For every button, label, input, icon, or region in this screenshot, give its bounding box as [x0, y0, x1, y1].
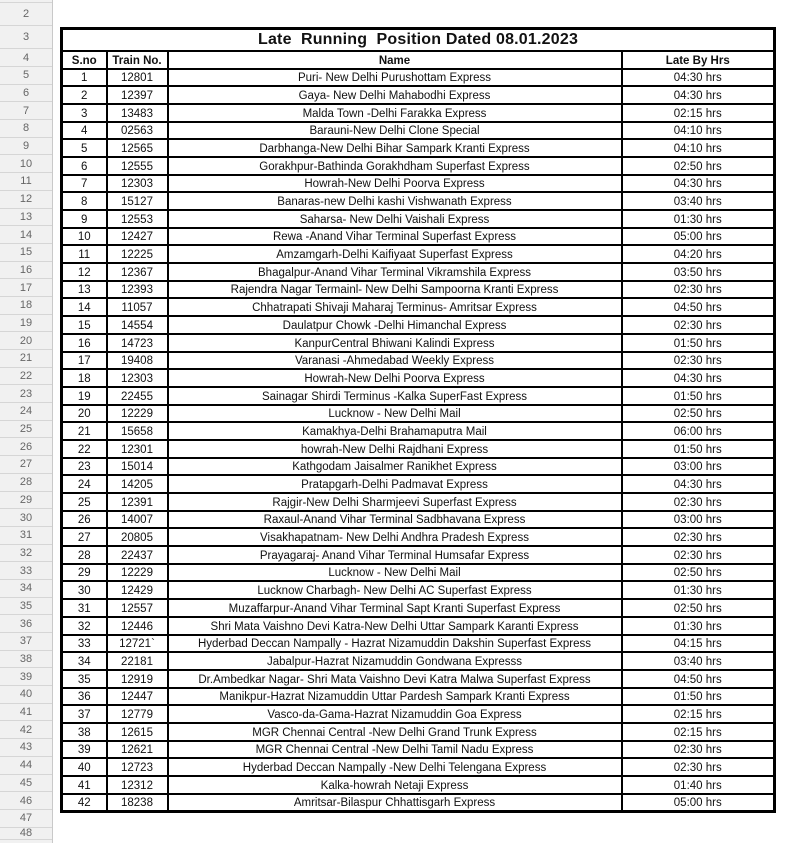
cell-late_by[interactable]: 02:30 hrs [622, 758, 775, 776]
cell-name[interactable]: Kalka-howrah Netaji Express [168, 776, 622, 794]
cell-name[interactable]: Jabalpur-Hazrat Nizamuddin Gondwana Expresss [168, 652, 622, 670]
cell-train_no[interactable]: 14554 [107, 316, 168, 334]
cell-late_by[interactable]: 05:00 hrs [622, 794, 775, 812]
table-row [62, 192, 775, 210]
row-number[interactable]: 5 [0, 67, 52, 85]
cell-train_no[interactable]: 12723 [107, 758, 168, 776]
cell-name[interactable]: Vasco-da-Gama-Hazrat Nizamuddin Goa Express [168, 705, 622, 723]
cell-late_by[interactable]: 02:15 hrs [622, 104, 775, 122]
cell-sno[interactable]: 11 [62, 245, 107, 263]
cell-late_by[interactable]: 02:15 hrs [622, 723, 775, 741]
cell-train_no[interactable]: 12919 [107, 670, 168, 688]
cell-sno[interactable]: 3 [62, 104, 107, 122]
cell-sno[interactable]: 25 [62, 493, 107, 511]
row-number[interactable]: 46 [0, 792, 52, 810]
row-number[interactable]: 33 [0, 562, 52, 580]
cell-late_by[interactable]: 04:30 hrs [622, 369, 775, 387]
table-row [62, 493, 775, 511]
table-row [62, 352, 775, 370]
cell-sno[interactable]: 17 [62, 352, 107, 370]
table-row [62, 688, 775, 706]
cell-late_by[interactable]: 01:30 hrs [622, 210, 775, 228]
row-number[interactable]: 40 [0, 686, 52, 704]
cell-train_no[interactable]: 12555 [107, 157, 168, 175]
row-number[interactable]: 23 [0, 385, 52, 403]
cell-late_by[interactable]: 02:30 hrs [622, 316, 775, 334]
cell-train_no[interactable]: 12427 [107, 228, 168, 246]
cell-name[interactable]: Kathgodam Jaisalmer Ranikhet Express [168, 458, 622, 476]
row-number[interactable]: 21 [0, 350, 52, 368]
cell-sno[interactable]: 6 [62, 157, 107, 175]
cell-name[interactable]: Saharsa- New Delhi Vaishali Express [168, 210, 622, 228]
cell-name[interactable]: Howrah-New Delhi Poorva Express [168, 175, 622, 193]
cell-train_no[interactable]: 12391 [107, 493, 168, 511]
cell-sno[interactable]: 1 [62, 69, 107, 87]
cell-name[interactable]: Barauni-New Delhi Clone Special [168, 122, 622, 140]
cell-train_no[interactable]: 15658 [107, 422, 168, 440]
table-row [62, 369, 775, 387]
table-row [62, 122, 775, 140]
cell-name[interactable]: MGR Chennai Central -New Delhi Grand Trunk Express [168, 723, 622, 741]
row-number[interactable]: 32 [0, 545, 52, 563]
cell-sno[interactable]: 39 [62, 741, 107, 759]
table-row [62, 741, 775, 759]
row-number[interactable]: 38 [0, 651, 52, 669]
cell-name[interactable]: Darbhanga-New Delhi Bihar Sampark Kranti Express [168, 139, 622, 157]
cell-late_by[interactable]: 02:15 hrs [622, 705, 775, 723]
cell-sno[interactable]: 31 [62, 599, 107, 617]
column-header-sno[interactable]: S.no [62, 51, 107, 69]
cell-name[interactable]: Prayagaraj- Anand Vihar Terminal Humsafar Express [168, 546, 622, 564]
row-number[interactable]: 28 [0, 474, 52, 492]
cell-train_no[interactable]: 11057 [107, 298, 168, 316]
cell-sno[interactable]: 27 [62, 528, 107, 546]
header-row [62, 51, 775, 69]
cell-late_by[interactable]: 06:00 hrs [622, 422, 775, 440]
table-row [62, 511, 775, 529]
cell-train_no[interactable]: 12301 [107, 440, 168, 458]
cell-sno[interactable]: 12 [62, 263, 107, 281]
cell-train_no[interactable]: 18238 [107, 794, 168, 812]
row-number[interactable]: 20 [0, 332, 52, 350]
cell-train_no[interactable]: 15127 [107, 192, 168, 210]
cell-sno[interactable]: 21 [62, 422, 107, 440]
table-row [62, 758, 775, 776]
cell-sno[interactable]: 40 [62, 758, 107, 776]
cell-late_by[interactable]: 01:50 hrs [622, 440, 775, 458]
table-row [62, 139, 775, 157]
row-number[interactable]: 26 [0, 438, 52, 456]
cell-sno[interactable]: 14 [62, 298, 107, 316]
cell-name[interactable]: Hyderbad Deccan Nampally -New Delhi Telengana Express [168, 758, 622, 776]
cell-train_no[interactable]: 12779 [107, 705, 168, 723]
row-number[interactable]: 39 [0, 668, 52, 686]
cell-late_by[interactable]: 04:10 hrs [622, 122, 775, 140]
cell-late_by[interactable]: 02:30 hrs [622, 281, 775, 299]
cell-train_no[interactable]: 12565 [107, 139, 168, 157]
cell-sno[interactable]: 9 [62, 210, 107, 228]
cell-sno[interactable]: 16 [62, 334, 107, 352]
row-number[interactable]: 14 [0, 226, 52, 244]
cell-name[interactable]: Raxaul-Anand Vihar Terminal Sadbhavana Express [168, 511, 622, 529]
cell-train_no[interactable]: 12229 [107, 405, 168, 423]
cell-late_by[interactable]: 04:50 hrs [622, 670, 775, 688]
cell-train_no[interactable]: 14007 [107, 511, 168, 529]
table-row [62, 528, 775, 546]
row-number[interactable]: 36 [0, 615, 52, 633]
cell-late_by[interactable]: 04:30 hrs [622, 86, 775, 104]
table-row [62, 69, 775, 87]
row-number[interactable]: 16 [0, 262, 52, 280]
cell-name[interactable]: Lucknow Charbagh- New Delhi AC Superfast Express [168, 581, 622, 599]
cell-train_no[interactable]: 12367 [107, 263, 168, 281]
row-number[interactable]: 17 [0, 279, 52, 297]
cell-late_by[interactable]: 02:30 hrs [622, 546, 775, 564]
cell-name[interactable]: Sainagar Shirdi Terminus -Kalka SuperFast Express [168, 387, 622, 405]
cell-late_by[interactable]: 04:20 hrs [622, 245, 775, 263]
cell-train_no[interactable]: 22181 [107, 652, 168, 670]
table-row [62, 298, 775, 316]
row-number[interactable]: 30 [0, 509, 52, 527]
cell-sno[interactable]: 26 [62, 511, 107, 529]
cell-train_no[interactable]: 15014 [107, 458, 168, 476]
cell-name[interactable]: Rajendra Nagar Termainl- New Delhi Sampoorna Kranti Express [168, 281, 622, 299]
cell-late_by[interactable]: 02:30 hrs [622, 528, 775, 546]
cell-name[interactable]: Chhatrapati Shivaji Maharaj Terminus- Amritsar Express [168, 298, 622, 316]
cell-sno[interactable]: 10 [62, 228, 107, 246]
cell-name[interactable]: howrah-New Delhi Rajdhani Express [168, 440, 622, 458]
table-row [62, 475, 775, 493]
table-row [62, 705, 775, 723]
cell-sno[interactable]: 2 [62, 86, 107, 104]
cell-sno[interactable]: 24 [62, 475, 107, 493]
row-number[interactable]: 29 [0, 492, 52, 510]
table-row [62, 245, 775, 263]
row-number[interactable]: 18 [0, 297, 52, 315]
row-number[interactable]: 44 [0, 757, 52, 775]
cell-late_by[interactable]: 02:50 hrs [622, 599, 775, 617]
row-number[interactable]: 6 [0, 85, 52, 103]
cell-name[interactable]: KanpurCentral Bhiwani Kalindi Express [168, 334, 622, 352]
row-number[interactable]: 12 [0, 191, 52, 209]
table-row [62, 581, 775, 599]
cell-train_no[interactable]: 14723 [107, 334, 168, 352]
cell-sno[interactable]: 15 [62, 316, 107, 334]
cell-name[interactable]: Rajgir-New Delhi Sharmjeevi Superfast Express [168, 493, 622, 511]
cell-train_no[interactable]: 22437 [107, 546, 168, 564]
cell-sno[interactable]: 8 [62, 192, 107, 210]
cell-name[interactable]: Gaya- New Delhi Mahabodhi Express [168, 86, 622, 104]
cell-name[interactable]: Visakhapatnam- New Delhi Andhra Pradesh Express [168, 528, 622, 546]
row-number-gutter [0, 0, 53, 843]
cell-name[interactable]: Puri- New Delhi Purushottam Express [168, 69, 622, 87]
cell-late_by[interactable]: 02:30 hrs [622, 741, 775, 759]
cell-late_by[interactable]: 04:15 hrs [622, 635, 775, 653]
cell-name[interactable]: Manikpur-Hazrat Nizamuddin Uttar Pardesh Sampark Kranti Express [168, 688, 622, 706]
cell-name[interactable]: Pratapgarh-Delhi Padmavat Express [168, 475, 622, 493]
cell-train_no[interactable]: 12621 [107, 741, 168, 759]
row-number[interactable]: 47 [0, 810, 52, 828]
cell-train_no[interactable]: 12303 [107, 369, 168, 387]
cell-late_by[interactable]: 03:40 hrs [622, 652, 775, 670]
row-number[interactable]: 19 [0, 315, 52, 333]
row-number[interactable]: 41 [0, 704, 52, 722]
cell-sno[interactable]: 29 [62, 564, 107, 582]
table-row [62, 405, 775, 423]
cell-sno[interactable]: 18 [62, 369, 107, 387]
cell-sno[interactable]: 36 [62, 688, 107, 706]
cell-train_no[interactable]: 12229 [107, 564, 168, 582]
table-row [62, 86, 775, 104]
cell-name[interactable]: MGR Chennai Central -New Delhi Tamil Nadu Express [168, 741, 622, 759]
column-header-train_no[interactable]: Train No. [107, 51, 168, 69]
column-header-late_by[interactable]: Late By Hrs [622, 51, 775, 69]
row-number[interactable]: 31 [0, 527, 52, 545]
cell-train_no[interactable]: 19408 [107, 352, 168, 370]
table-row [62, 228, 775, 246]
cell-sno[interactable]: 41 [62, 776, 107, 794]
cell-train_no[interactable]: 12446 [107, 617, 168, 635]
table-row [62, 546, 775, 564]
cell-late_by[interactable]: 02:30 hrs [622, 352, 775, 370]
table-row [62, 599, 775, 617]
table-row [62, 334, 775, 352]
cell-late_by[interactable]: 01:30 hrs [622, 581, 775, 599]
cell-late_by[interactable]: 04:50 hrs [622, 298, 775, 316]
cell-train_no[interactable]: 13483 [107, 104, 168, 122]
row-number[interactable]: 2 [0, 2, 52, 26]
cell-name[interactable]: Varanasi -Ahmedabad Weekly Express [168, 352, 622, 370]
row-number[interactable]: 11 [0, 173, 52, 191]
cell-late_by[interactable]: 03:00 hrs [622, 458, 775, 476]
table-row [62, 104, 775, 122]
cell-train_no[interactable]: 12447 [107, 688, 168, 706]
cell-name[interactable]: Howrah-New Delhi Poorva Express [168, 369, 622, 387]
cell-late_by[interactable]: 03:00 hrs [622, 511, 775, 529]
table-row [62, 157, 775, 175]
cell-late_by[interactable]: 04:30 hrs [622, 175, 775, 193]
cell-train_no[interactable]: 12397 [107, 86, 168, 104]
cell-train_no[interactable]: 20805 [107, 528, 168, 546]
table-row [62, 281, 775, 299]
cell-name[interactable]: Kamakhya-Delhi Brahamaputra Mail [168, 422, 622, 440]
title-row [62, 29, 775, 51]
cell-late_by[interactable]: 01:50 hrs [622, 387, 775, 405]
cell-sno[interactable]: 35 [62, 670, 107, 688]
table-row [62, 670, 775, 688]
table-row [62, 458, 775, 476]
cell-name[interactable]: Rewa -Anand Vihar Terminal Superfast Express [168, 228, 622, 246]
cell-train_no[interactable]: 12801 [107, 69, 168, 87]
table-row [62, 723, 775, 741]
cell-train_no[interactable]: 12615 [107, 723, 168, 741]
row-number[interactable]: 3 [0, 26, 52, 49]
table-row [62, 316, 775, 334]
row-number[interactable]: 8 [0, 120, 52, 138]
cell-train_no[interactable]: 12225 [107, 245, 168, 263]
cell-name[interactable]: Muzaffarpur-Anand Vihar Terminal Sapt Kranti Superfast Express [168, 599, 622, 617]
cell-sno[interactable]: 13 [62, 281, 107, 299]
cell-train_no[interactable]: 22455 [107, 387, 168, 405]
table-row [62, 422, 775, 440]
cell-sno[interactable]: 34 [62, 652, 107, 670]
table-row [62, 617, 775, 635]
cell-late_by[interactable]: 04:30 hrs [622, 69, 775, 87]
cell-name[interactable]: Bhagalpur-Anand Vihar Terminal Vikramshila Express [168, 263, 622, 281]
cell-sno[interactable]: 33 [62, 635, 107, 653]
table-row [62, 776, 775, 794]
cell-name[interactable]: Amritsar-Bilaspur Chhattisgarh Express [168, 794, 622, 812]
cell-train_no[interactable]: 12721` [107, 635, 168, 653]
cell-late_by[interactable]: 03:40 hrs [622, 192, 775, 210]
cell-name[interactable]: Amzamgarh-Delhi Kaifiyaat Superfast Express [168, 245, 622, 263]
cell-train_no[interactable]: 12303 [107, 175, 168, 193]
table-row [62, 175, 775, 193]
cell-late_by[interactable]: 01:40 hrs [622, 776, 775, 794]
row-number[interactable]: 37 [0, 633, 52, 651]
cell-late_by[interactable]: 05:00 hrs [622, 228, 775, 246]
row-number[interactable]: 15 [0, 244, 52, 262]
cell-name[interactable]: Banaras-new Delhi kashi Vishwanath Express [168, 192, 622, 210]
cell-sno[interactable]: 38 [62, 723, 107, 741]
cell-train_no[interactable]: 14205 [107, 475, 168, 493]
cell-name[interactable]: Malda Town -Delhi Farakka Express [168, 104, 622, 122]
cell-sno[interactable]: 22 [62, 440, 107, 458]
cell-train_no[interactable]: 02563 [107, 122, 168, 140]
cell-train_no[interactable]: 12393 [107, 281, 168, 299]
cell-name[interactable]: Gorakhpur-Bathinda Gorakhdham Superfast Express [168, 157, 622, 175]
table-row [62, 794, 775, 812]
cell-name[interactable]: Lucknow - New Delhi Mail [168, 405, 622, 423]
row-number[interactable]: 34 [0, 580, 52, 598]
cell-late_by[interactable]: 04:30 hrs [622, 475, 775, 493]
cell-sno[interactable]: 7 [62, 175, 107, 193]
cell-late_by[interactable]: 04:10 hrs [622, 139, 775, 157]
row-number[interactable]: 43 [0, 739, 52, 757]
cell-sno[interactable]: 42 [62, 794, 107, 812]
row-number[interactable]: 13 [0, 209, 52, 227]
cell-sno[interactable]: 23 [62, 458, 107, 476]
table-row [62, 387, 775, 405]
cell-name[interactable]: Dr.Ambedkar Nagar- Shri Mata Vaishno Devi Katra Malwa Superfast Express [168, 670, 622, 688]
row-number[interactable]: 25 [0, 421, 52, 439]
row-number[interactable]: 7 [0, 102, 52, 120]
row-number[interactable]: 22 [0, 368, 52, 386]
column-header-name[interactable]: Name [168, 51, 622, 69]
row-number[interactable]: 35 [0, 598, 52, 616]
cell-late_by[interactable]: 02:30 hrs [622, 493, 775, 511]
row-number[interactable]: 48 [0, 828, 52, 840]
cell-late_by[interactable]: 02:50 hrs [622, 564, 775, 582]
table-row [62, 263, 775, 281]
cell-name[interactable]: Lucknow - New Delhi Mail [168, 564, 622, 582]
row-number[interactable]: 4 [0, 49, 52, 67]
spreadsheet-area [60, 27, 776, 813]
cell-train_no[interactable]: 12429 [107, 581, 168, 599]
row-number[interactable]: 42 [0, 721, 52, 739]
table-row [62, 210, 775, 228]
cell-sno[interactable]: 32 [62, 617, 107, 635]
cell-late_by[interactable]: 01:30 hrs [622, 617, 775, 635]
cell-train_no[interactable]: 12557 [107, 599, 168, 617]
row-number[interactable]: 9 [0, 138, 52, 156]
table-row [62, 652, 775, 670]
table-row [62, 564, 775, 582]
row-number[interactable]: 10 [0, 155, 52, 173]
cell-sno[interactable]: 5 [62, 139, 107, 157]
cell-sno[interactable]: 19 [62, 387, 107, 405]
cell-sno[interactable]: 30 [62, 581, 107, 599]
cell-sno[interactable]: 4 [62, 122, 107, 140]
cell-train_no[interactable]: 12553 [107, 210, 168, 228]
cell-late_by[interactable]: 01:50 hrs [622, 334, 775, 352]
cell-name[interactable]: Daulatpur Chowk -Delhi Himanchal Express [168, 316, 622, 334]
cell-train_no[interactable]: 12312 [107, 776, 168, 794]
row-number[interactable]: 45 [0, 775, 52, 793]
table-title[interactable]: Late Running Position Dated 08.01.2023 [62, 29, 775, 51]
row-number[interactable]: 24 [0, 403, 52, 421]
cell-late_by[interactable]: 02:50 hrs [622, 405, 775, 423]
cell-sno[interactable]: 28 [62, 546, 107, 564]
cell-sno[interactable]: 20 [62, 405, 107, 423]
table-row [62, 440, 775, 458]
table-row [62, 635, 775, 653]
cell-late_by[interactable]: 01:50 hrs [622, 688, 775, 706]
cell-name[interactable]: Shri Mata Vaishno Devi Katra-New Delhi Uttar Sampark Karanti Express [168, 617, 622, 635]
cell-late_by[interactable]: 03:50 hrs [622, 263, 775, 281]
cell-sno[interactable]: 37 [62, 705, 107, 723]
cell-name[interactable]: Hyderbad Deccan Nampally - Hazrat Nizamuddin Dakshin Superfast Express [168, 635, 622, 653]
row-number[interactable]: 27 [0, 456, 52, 474]
late-running-table [60, 27, 776, 813]
cell-late_by[interactable]: 02:50 hrs [622, 157, 775, 175]
